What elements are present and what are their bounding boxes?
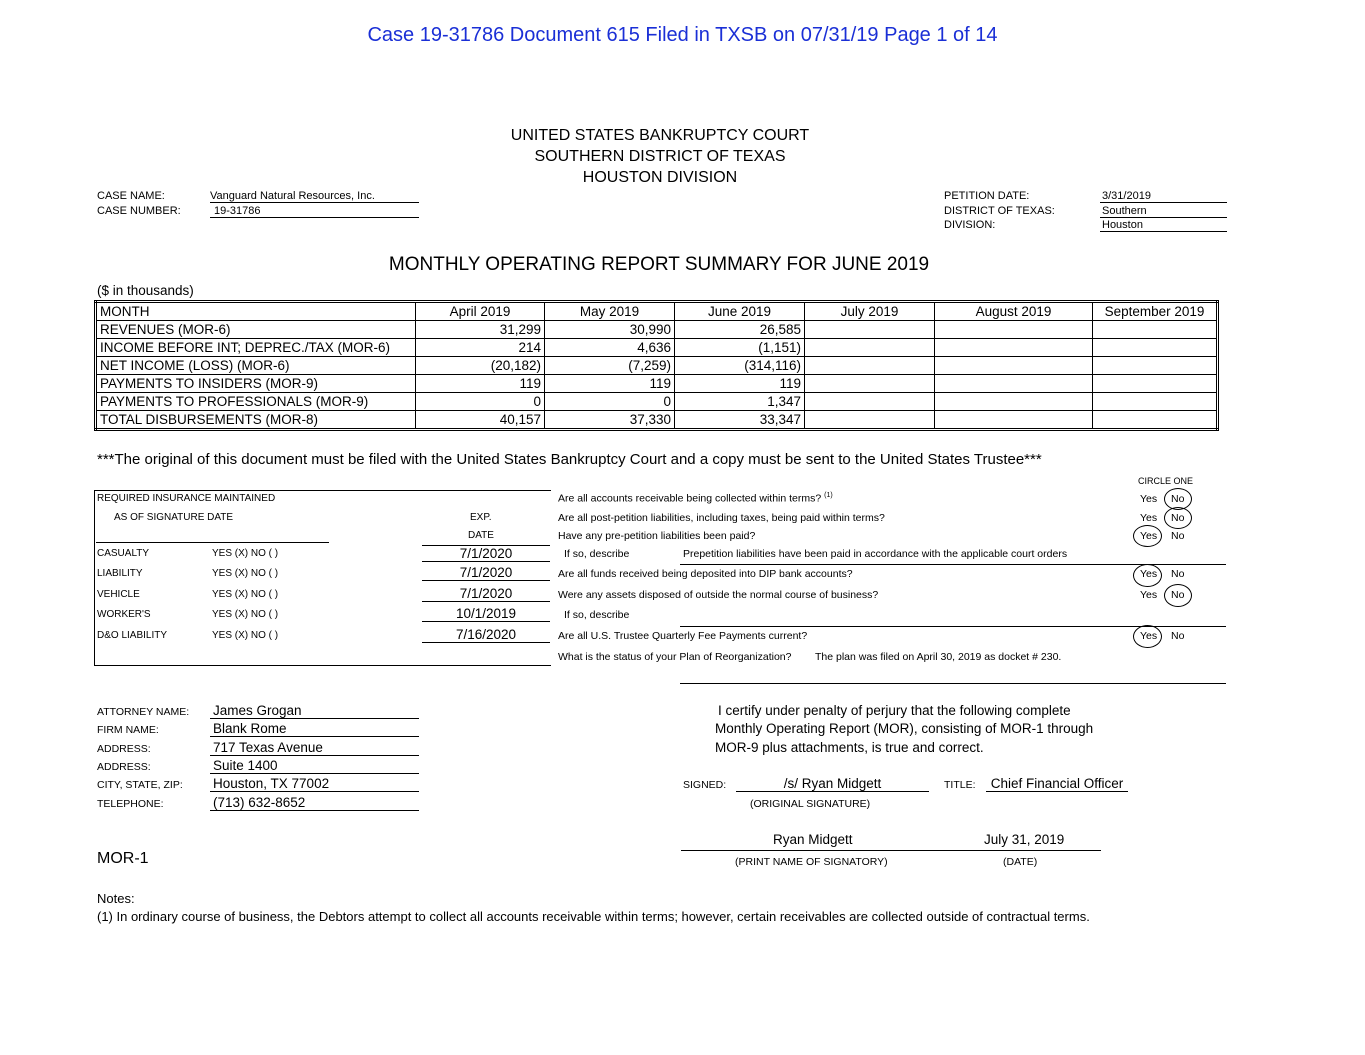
district-label: DISTRICT OF TEXAS: <box>944 205 1055 217</box>
insurance-title: REQUIRED INSURANCE MAINTAINED <box>97 493 276 504</box>
answer-yes-selected: Yes <box>1140 568 1158 580</box>
address2-label: ADDRESS: <box>97 761 151 773</box>
cell <box>1093 357 1218 375</box>
selection-circle <box>1133 564 1162 587</box>
cell <box>805 375 935 393</box>
col-header: April 2019 <box>416 302 545 321</box>
table-row <box>96 375 1218 393</box>
footnote-1: (1) In ordinary course of business, the Debtors attempt to collect all accounts receivable within terms; however, certain receivables are collected outside of contractual terms. <box>97 909 1090 924</box>
insurance-type: CASUALTY <box>97 548 150 559</box>
answer-yes-selected: Yes <box>1140 530 1158 542</box>
cell <box>805 321 935 339</box>
table-header-row <box>96 302 1218 321</box>
question-ar <box>558 492 833 505</box>
case-name-value: Vanguard Natural Resources, Inc. <box>210 190 419 203</box>
court-district: SOUTHERN DISTRICT OF TEXAS <box>534 148 786 165</box>
row-label: PAYMENTS TO INSIDERS (MOR-9) <box>96 375 416 393</box>
cell: 37,330 <box>545 411 675 430</box>
insurance-status: YES (X) NO ( ) <box>212 589 279 600</box>
cell <box>805 411 935 430</box>
table-row <box>96 339 1218 357</box>
cell: 1,347 <box>675 393 805 411</box>
telephone-label: TELEPHONE: <box>97 798 164 810</box>
cell: 119 <box>416 375 545 393</box>
cell <box>805 393 935 411</box>
col-header: June 2019 <box>675 302 805 321</box>
selection-circle <box>1133 625 1162 648</box>
cell: 26,585 <box>675 321 805 339</box>
answer-no-selected: No <box>1171 493 1185 505</box>
insurance-subtitle: AS OF SIGNATURE DATE <box>114 512 234 523</box>
petition-date-label: PETITION DATE: <box>944 190 1030 202</box>
row-label: INCOME BEFORE INT; DEPREC./TAX (MOR-6) <box>96 339 416 357</box>
certify-line: Monthly Operating Report (MOR), consisting of MOR-1 through <box>715 721 1094 736</box>
cell <box>935 375 1093 393</box>
answer-yes: Yes <box>1140 493 1158 505</box>
form-id: MOR-1 <box>97 850 149 867</box>
address: 717 Texas Avenue <box>210 740 419 756</box>
col-header: July 2019 <box>805 302 935 321</box>
question-text: Are all post-petition liabilities, including taxes, being paid within terms? <box>558 512 885 524</box>
insurance-exp: 7/1/2020 <box>422 565 550 581</box>
notes-label: Notes: <box>97 891 135 906</box>
original-signature-label: (ORIGINAL SIGNATURE) <box>750 798 871 810</box>
describe-label: If so, describe <box>564 609 630 621</box>
cell: 214 <box>416 339 545 357</box>
cell: 31,299 <box>416 321 545 339</box>
describe-label: If so, describe <box>564 548 630 560</box>
col-header: September 2019 <box>1093 302 1218 321</box>
insurance-type: D&O LIABILITY <box>97 630 168 641</box>
filing-note: ***The original of this document must be filed with the United States Bankruptcy Court and a copy must be sent to the United States Trustee*** <box>97 451 1042 468</box>
date-caption: (DATE) <box>1003 856 1038 868</box>
divider <box>96 542 329 543</box>
question-text: Were any assets disposed of outside the normal course of business? <box>558 589 879 601</box>
exp-label: EXP. <box>470 512 492 523</box>
court-division: HOUSTON DIVISION <box>582 169 738 186</box>
cell <box>1093 339 1218 357</box>
cell: (1,151) <box>675 339 805 357</box>
table-row <box>96 411 1218 430</box>
question-text: What is the status of your Plan of Reorganization? <box>558 651 792 663</box>
address2: Suite 1400 <box>210 758 419 774</box>
cell <box>1093 375 1218 393</box>
answer-no: No <box>1171 568 1185 580</box>
firm-name: Blank Rome <box>210 721 419 737</box>
firm-label: FIRM NAME: <box>97 724 159 736</box>
cell: 40,157 <box>416 411 545 430</box>
division-value: Houston <box>1100 219 1227 232</box>
question-text: Are all accounts receivable being collected within terms? <box>558 492 822 505</box>
row-label: NET INCOME (LOSS) (MOR-6) <box>96 357 416 375</box>
district-value: Southern <box>1100 205 1227 218</box>
insurance-type: VEHICLE <box>97 589 140 600</box>
answer-no-selected: No <box>1171 589 1185 601</box>
cell <box>1093 411 1218 430</box>
plan-status: The plan was filed on April 30, 2019 as docket # 230. <box>815 651 1062 663</box>
cell <box>935 411 1093 430</box>
report-title: MONTHLY OPERATING REPORT SUMMARY FOR JUNE 2019 <box>388 254 930 275</box>
signed-label: SIGNED: <box>683 779 727 791</box>
row-label: TOTAL DISBURSEMENTS (MOR-8) <box>96 411 416 430</box>
cell: 0 <box>416 393 545 411</box>
attorney-name: James Grogan <box>210 703 419 719</box>
describe-text: Prepetition liabilities have been paid in accordance with the applicable court orders <box>683 548 1068 560</box>
cell: 33,347 <box>675 411 805 430</box>
cell <box>935 321 1093 339</box>
table-row <box>96 321 1218 339</box>
cell <box>935 393 1093 411</box>
certify-line: MOR-9 plus attachments, is true and correct. <box>715 740 984 755</box>
cell: 4,636 <box>545 339 675 357</box>
city-state-zip: Houston, TX 77002 <box>210 776 419 792</box>
case-name-label: CASE NAME: <box>97 190 165 202</box>
answer-no-selected: No <box>1171 512 1185 524</box>
cell: (7,259) <box>545 357 675 375</box>
col-header: MONTH <box>96 302 416 321</box>
question-text: Have any pre-petition liabilities been paid? <box>558 530 756 542</box>
row-label: REVENUES (MOR-6) <box>96 321 416 339</box>
cell <box>935 357 1093 375</box>
divider <box>681 850 1101 851</box>
cell: 119 <box>545 375 675 393</box>
circle-one-label: CIRCLE ONE <box>1138 476 1194 486</box>
divider <box>680 683 1226 684</box>
answer-yes: Yes <box>1140 512 1158 524</box>
units-note: ($ in thousands) <box>97 283 194 298</box>
cell: 0 <box>545 393 675 411</box>
city-label: CITY, STATE, ZIP: <box>97 779 183 791</box>
insurance-status: YES (X) NO ( ) <box>212 568 279 579</box>
summary-table <box>94 300 1219 431</box>
cell: (20,182) <box>416 357 545 375</box>
question-text: Are all funds received being deposited into DIP bank accounts? <box>558 568 853 580</box>
signature-date: July 31, 2019 <box>984 832 1065 847</box>
insurance-exp: 7/1/2020 <box>422 586 550 602</box>
insurance-exp: 7/1/2020 <box>422 545 550 562</box>
petition-date-value: 3/31/2019 <box>1100 190 1227 203</box>
selection-circle <box>1133 525 1162 547</box>
cell <box>935 339 1093 357</box>
cell <box>805 339 935 357</box>
cell <box>1093 321 1218 339</box>
insurance-type: WORKER'S <box>97 609 151 620</box>
cell <box>805 357 935 375</box>
insurance-exp: 10/1/2019 <box>422 606 550 622</box>
case-number-value: 19-31786 <box>210 205 419 218</box>
col-header: May 2019 <box>545 302 675 321</box>
answer-yes: Yes <box>1140 589 1158 601</box>
court-name: UNITED STATES BANKRUPTCY COURT <box>510 127 810 144</box>
address-label: ADDRESS: <box>97 743 151 755</box>
insurance-status: YES (X) NO ( ) <box>212 609 279 620</box>
case-number-label: CASE NUMBER: <box>97 205 181 217</box>
answer-no: No <box>1171 530 1185 542</box>
cell: 119 <box>675 375 805 393</box>
signer-title: Chief Financial Officer <box>986 776 1128 792</box>
date-label: DATE <box>468 530 494 541</box>
signature: /s/ Ryan Midgett <box>736 776 929 792</box>
row-label: PAYMENTS TO PROFESSIONALS (MOR-9) <box>96 393 416 411</box>
insurance-exp: 7/16/2020 <box>422 627 550 643</box>
insurance-status: YES (X) NO ( ) <box>212 630 279 641</box>
telephone: (713) 632-8652 <box>210 795 419 811</box>
footnote-ref: (1) <box>824 492 833 499</box>
title-label: TITLE: <box>944 779 976 791</box>
cell <box>1093 393 1218 411</box>
question-text: Are all U.S. Trustee Quarterly Fee Payments current? <box>558 630 808 642</box>
insurance-status: YES (X) NO ( ) <box>212 548 279 559</box>
col-header: August 2019 <box>935 302 1093 321</box>
cell: (314,116) <box>675 357 805 375</box>
filing-banner: Case 19-31786 Document 615 Filed in TXSB on 07/31/19 Page 1 of 14 <box>367 24 998 46</box>
division-label: DIVISION: <box>944 219 996 231</box>
insurance-type: LIABILITY <box>97 568 143 579</box>
attorney-name-label: ATTORNEY NAME: <box>97 706 190 718</box>
print-name: Ryan Midgett <box>773 832 853 847</box>
cell: 30,990 <box>545 321 675 339</box>
answer-no: No <box>1171 630 1185 642</box>
answer-yes-selected: Yes <box>1140 630 1158 642</box>
certify-line: I certify under penalty of perjury that the following complete <box>718 703 1071 718</box>
table-row <box>96 357 1218 375</box>
selection-circle <box>1164 507 1192 529</box>
selection-circle <box>1164 584 1192 607</box>
table-row <box>96 393 1218 411</box>
print-name-label: (PRINT NAME OF SIGNATORY) <box>735 856 888 868</box>
